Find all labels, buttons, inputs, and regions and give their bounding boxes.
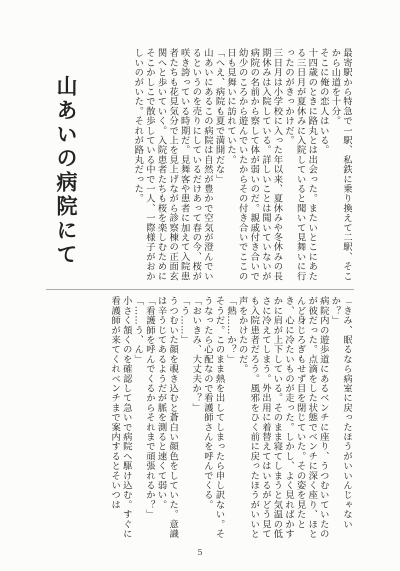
paragraph: 病院内の遊歩道にあるベンチに座り、うつむいていたのが彼だった。点滴をした状態でベンチに深く座り、ほとんど身じろぎもせず目を閉じていた。その姿を見たとき、心に冷たいものが走った。しかし、よく見ればかすかに肩が上下している。そのまま寝てしまうと気温の低さに冷えてしまう。外出用に着替えてはいるがどう見ても入院患者だろう。風邪をひく前に戻ったほうがいいと声をかけたのだ。 <box>236 296 329 539</box>
lower-text-block <box>48 296 352 543</box>
paragraph: うつむいた顔を覗き込むと蒼白い顔色をしていた。意識は辛うじてあるようだが脈を測ると速くて弱い。 <box>155 296 179 539</box>
paragraph: 小さく頷くのを確認して急いで病院へ駆け込む。すぐに看護師が来てくれベンチまで案内するとそいつは <box>109 296 132 539</box>
page-number: 5 <box>197 548 203 557</box>
paragraph: 十四歳のときに路丸とは出会った。またいとこにあたる三日月が夏休みに入院していると聞いて見舞いに行ったのがきっかけだ。 <box>283 48 318 281</box>
paragraph: 「へえ、病院も夏で満開だな」 <box>213 48 225 184</box>
paragraph: 「……う、ん」 <box>132 296 144 364</box>
paragraph: 最寄駅から特急で一駅、私鉄に乗り換えて二駅、そこから山道を十分。 <box>329 48 352 281</box>
paragraph: 「きみ、眠るなら病室に戻ったほうがいいんじゃないか？」 <box>329 296 352 529</box>
paragraph: そうだ。このまま熱を出してしまったら申し訳ない。そうなったら心配なので看護師さんを呼んでくる。 <box>201 296 225 539</box>
paragraph: 「おいきみ、大丈夫か？」 <box>190 296 202 413</box>
paragraph: 「看護師を呼んでくるからそれまで頑張れるか？」 <box>143 296 155 520</box>
paragraph: 山あいにあるこの病院は自然が豊かで空気が澄んでいるというのを売りにしているだけあって春の今、桜が咲き誇っている時期だ。見舞客や患者に加えて入院患者たちも花見気分で上を見上げながら診察棟の正面玄関へと歩いていく。入院患者たちも桜を楽しむためにそこかしこで散歩している中で一人、一際様子がおかしいのがいた。それが路丸だった。 <box>132 48 213 281</box>
paragraph: 「熱……か？」 <box>225 296 237 364</box>
paragraph: 三日月は小学校に入った年以来、夏休みや冬休みの長期休みは入院している。詳しいことは聞いていないが病院の名前から察して体が弱いのだ。親戚付き合いで幼少のころから遊んでいたからその付き合いでここの日も見舞いに訪れていた。 <box>225 48 283 281</box>
paragraph: 「う……」 <box>178 296 190 345</box>
paragraph: そこに俺の恋人はいる。 <box>317 48 329 155</box>
upper-text-block <box>88 48 352 283</box>
story-title: 山あいの病院にて <box>54 74 79 267</box>
story-title-block <box>46 48 86 283</box>
tier-divider <box>46 289 354 290</box>
